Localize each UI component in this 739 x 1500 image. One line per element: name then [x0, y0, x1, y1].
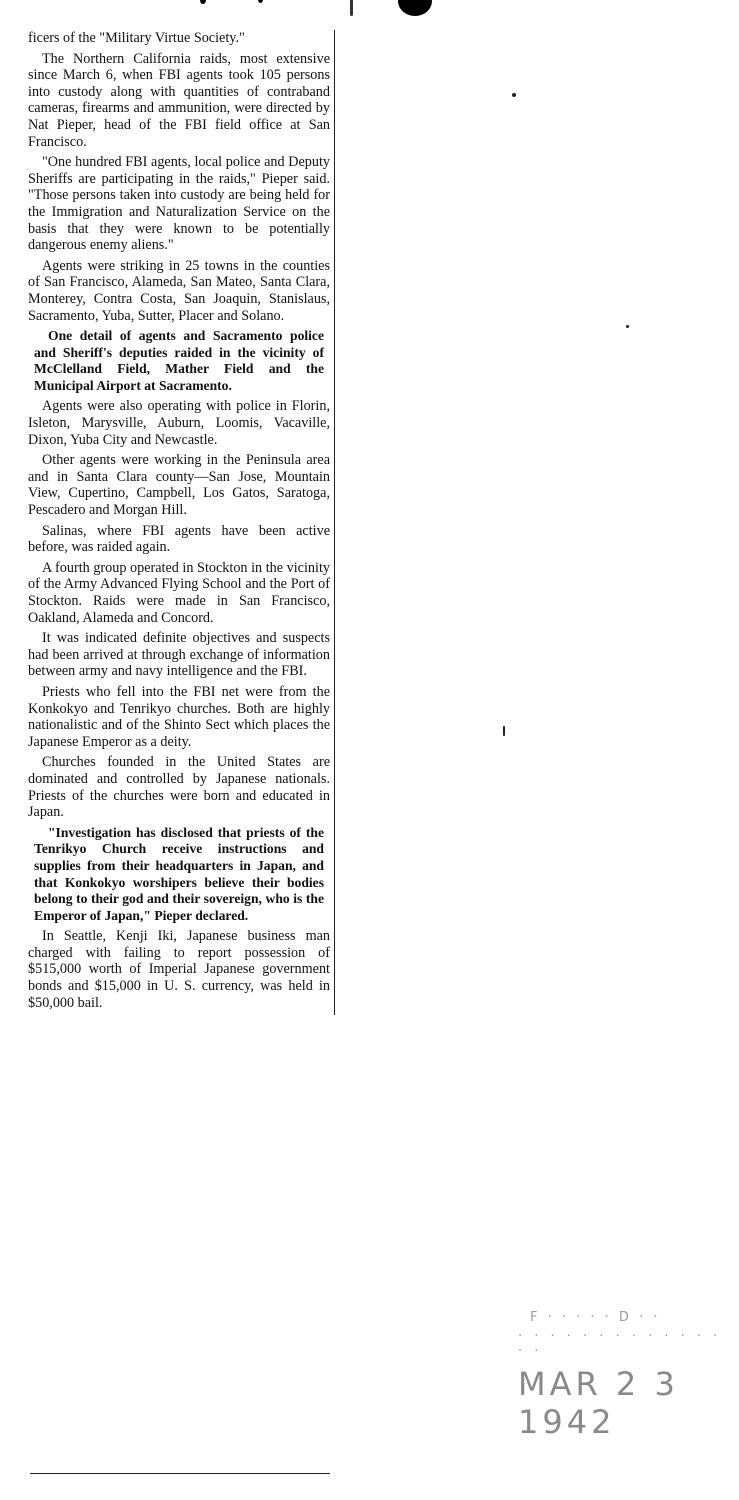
article-paragraph: ficers of the "Military Virtue Society.": [28, 30, 245, 46]
article-paragraph: Priests who fell into the FBI net were from the Konkokyo and Tenrikyo churches. Both are highly nationalistic and of the Shinto Sect which places the Japanese Emperor as a deity.: [28, 683, 330, 750]
ink-blot: [350, 0, 353, 16]
stamp-date: MAR 2 3 1942: [518, 1365, 679, 1441]
received-stamp: [518, 1310, 728, 1441]
article-column: [28, 30, 335, 1015]
ink-blot: [398, 0, 432, 16]
article-paragraph: One detail of agents and Sacramento police and Sheriff's deputies raided in the vicinity of McClelland Field, Mather Field and the Municipal Airport at Sacramento.: [34, 328, 324, 393]
article-paragraph: "One hundred FBI agents, local police and Deputy Sheriffs are participating in the raids," Pieper said. "Those persons taken into custody are being held for the Immigration and Naturalization Service on the basis that they were known to be potentially dangerous enemy aliens.": [28, 154, 330, 254]
article-paragraph: A fourth group operated in Stockton in the vicinity of the Army Advanced Flying School and the Port of Stockton. Raids were made in San Francisco, Oakland, Alameda and Concord.: [28, 559, 330, 626]
article-paragraph: Salinas, where FBI agents have been active before, was raided again.: [28, 522, 330, 556]
bottom-rule: [30, 1473, 330, 1474]
stamp-line-2: · · · · · · · · · · · · · · ·: [518, 1329, 722, 1359]
ink-speck: [626, 325, 629, 328]
ink-speck: [512, 93, 516, 97]
article-paragraph: Agents were striking in 25 towns in the counties of San Francisco, Alameda, San Mateo, Santa Clara, Monterey, Contra Costa, San Joaquin, Stanislaus, Sacramento, Yuba, Sutter, Placer and Solano.: [28, 257, 330, 324]
ink-blot: [200, 0, 206, 4]
stamp-line-1: F · · · · · D · ·: [530, 1310, 661, 1325]
article-paragraph: Other agents were working in the Peninsula area and in Santa Clara county—San Jose, Mountain View, Cupertino, Campbell, Los Gatos, Saratoga, Pescadero and Morgan Hill.: [28, 452, 330, 519]
article-paragraph: In Seattle, Kenji Iki, Japanese business man charged with failing to report possession of $515,000 worth of Imperial Japanese government bonds and $15,000 in U. S. currency, was held in $50,000 bail.: [28, 928, 330, 1011]
article-paragraph: The Northern California raids, most extensive since March 6, when FBI agents took 105 persons into custody along with quantities of contraband cameras, firearms and ammunition, were directed by Nat Pieper, head of the FBI field office at San Francisco.: [28, 50, 330, 150]
article-paragraph: "Investigation has disclosed that priests of the Tenrikyo Church receive instructions and supplies from their headquarters in Japan, and that Konkokyo worshipers believe their bodies belong to their god and their sovereign, who is the Emperor of Japan," Pieper declared.: [34, 824, 324, 923]
article-paragraph: Agents were also operating with police in Florin, Isleton, Marysville, Auburn, Loomis, Vacaville, Dixon, Yuba City and Newcastle.: [28, 398, 330, 448]
article-paragraph: Churches founded in the United States are dominated and controlled by Japanese nationals. Priests of the churches were born and educated in Japan.: [28, 754, 330, 821]
ink-blot: [258, 0, 263, 3]
article-paragraph: It was indicated definite objectives and suspects had been arrived at through exchange of information between army and navy intelligence and the FBI.: [28, 630, 330, 680]
ink-speck: [503, 726, 505, 736]
